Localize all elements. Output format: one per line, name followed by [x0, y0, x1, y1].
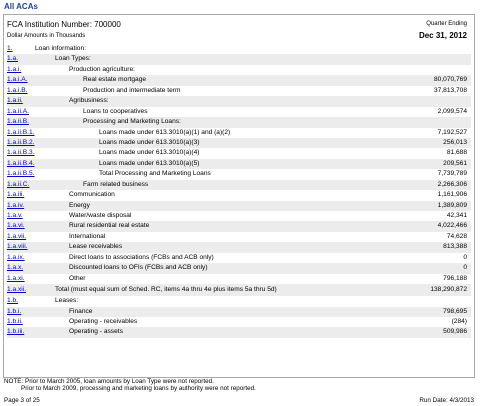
- table-row: [7, 54, 471, 64]
- table-row: [7, 307, 471, 317]
- item-code-link[interactable]: 1.a.viii.: [7, 243, 28, 251]
- item-label: Loan Types:: [55, 55, 91, 63]
- report-subheader: [7, 31, 471, 41]
- item-label: Direct loans to associations (FCBs and ACB only): [69, 253, 214, 261]
- run-date: Run Date: 4/3/2013: [419, 397, 474, 404]
- units-label: Dollar Amounts in Thousands: [7, 33, 86, 39]
- item-value: 0: [463, 253, 467, 261]
- table-row: [7, 274, 471, 284]
- item-code-link[interactable]: 1.b.i.: [7, 307, 22, 315]
- report-header: [7, 18, 471, 30]
- item-label: Water/waste disposal: [69, 212, 132, 219]
- note-line-1: NOTE: Prior to March 2005, loan amounts by Loan Type were not reported.: [4, 378, 214, 385]
- item-code-link[interactable]: 1.a.ix.: [7, 253, 25, 261]
- table-row: [7, 263, 471, 273]
- item-code-link[interactable]: 1.a.ii.B.3.: [7, 149, 35, 157]
- table-row: [7, 201, 471, 211]
- item-code-link[interactable]: 1.a.v.: [7, 212, 23, 219]
- item-code-link[interactable]: 1.a.vii.: [7, 232, 27, 240]
- item-code-link[interactable]: 1.a.x.: [7, 264, 24, 272]
- item-value: 138,290,872: [430, 286, 467, 294]
- table-row: [7, 138, 471, 148]
- item-value: 0: [463, 264, 467, 272]
- item-code-link[interactable]: 1.a.i.B.: [7, 86, 28, 94]
- item-code-link[interactable]: 1.a.i.A.: [7, 76, 28, 84]
- page-title[interactable]: All ACAs: [4, 2, 38, 11]
- item-value: 509,986: [443, 328, 467, 336]
- table-row: [7, 221, 471, 231]
- table-row: [7, 96, 471, 106]
- item-value: 798,695: [443, 307, 467, 315]
- table-row: [7, 65, 471, 75]
- item-label: Loans to cooperatives: [83, 107, 148, 115]
- note-line-2: Prior to March 2009, processing and marketing loans by authority were not reported.: [21, 385, 256, 392]
- item-label: Real estate mortgage: [83, 76, 147, 84]
- item-label: Lease receivables: [69, 243, 123, 251]
- item-label: Total Processing and Marketing Loans: [99, 170, 211, 178]
- item-label: Loans made under 613.3010(a)(5): [99, 159, 200, 167]
- item-label: Loan information:: [35, 45, 86, 52]
- item-code-link[interactable]: 1.a.: [7, 55, 18, 63]
- item-value: 209,561: [443, 159, 467, 167]
- item-value: 2,099,574: [437, 107, 467, 115]
- report-frame: [3, 14, 475, 378]
- item-code-link[interactable]: 1.a.xii.: [7, 286, 27, 294]
- item-label: Discounted loans to OFIs (FCBs and ACB only): [69, 264, 208, 272]
- loan-table: [7, 44, 471, 338]
- item-label: Leases:: [55, 297, 79, 305]
- item-value: 4,022,466: [437, 222, 467, 230]
- item-value: 2,266,306: [437, 180, 467, 188]
- item-code-link[interactable]: 1.: [7, 45, 13, 52]
- table-row: [7, 327, 471, 337]
- page-indicator: Page 3 of 25: [4, 397, 40, 404]
- item-value: 74,628: [446, 232, 467, 240]
- item-value: 80,070,769: [433, 76, 467, 84]
- item-code-link[interactable]: 1.a.ii.B.2.: [7, 138, 35, 146]
- item-value: 796,188: [443, 274, 467, 282]
- item-code-link[interactable]: 1.a.i.: [7, 65, 22, 73]
- table-row: [7, 190, 471, 200]
- item-code-link[interactable]: 1.a.ii.A.: [7, 107, 29, 115]
- table-row: [7, 159, 471, 169]
- period-label: Quarter Ending: [426, 21, 467, 27]
- period-date: Dec 31, 2012: [418, 31, 467, 40]
- item-code-link[interactable]: 1.b.iii.: [7, 328, 25, 336]
- table-row: [7, 117, 471, 127]
- item-label: International: [69, 232, 106, 240]
- item-code-link[interactable]: 1.a.xi.: [7, 274, 25, 282]
- table-row: [7, 296, 471, 306]
- item-code-link[interactable]: 1.a.iv.: [7, 201, 25, 209]
- item-value: 813,388: [443, 243, 467, 251]
- item-label: Other: [69, 274, 86, 282]
- report-footer: [4, 397, 474, 404]
- table-row: [7, 232, 471, 242]
- item-code-link[interactable]: 1.b.ii.: [7, 317, 23, 325]
- item-label: Total (must equal sum of Sched. RC, items 4a thru 4e plus items 5a thru 5d): [55, 286, 277, 294]
- item-code-link[interactable]: 1.a.ii.: [7, 97, 23, 105]
- report-note: [4, 378, 256, 392]
- item-label: Processing and Marketing Loans:: [83, 118, 181, 126]
- item-code-link[interactable]: 1.a.ii.B.: [7, 118, 29, 126]
- item-value: 1,389,809: [437, 201, 467, 209]
- item-label: Communication: [69, 191, 115, 199]
- item-label: Rural residential real estate: [69, 222, 150, 230]
- item-label: Finance: [69, 307, 93, 315]
- table-row: [7, 317, 471, 327]
- item-code-link[interactable]: 1.a.ii.B.1.: [7, 128, 35, 136]
- item-code-link[interactable]: 1.b.: [7, 297, 18, 305]
- table-row: [7, 169, 471, 179]
- table-row: [7, 44, 471, 54]
- item-code-link[interactable]: 1.a.iii.: [7, 191, 25, 199]
- table-row: [7, 128, 471, 138]
- item-code-link[interactable]: 1.a.ii.C.: [7, 180, 30, 188]
- table-row: [7, 86, 471, 96]
- table-row: [7, 75, 471, 85]
- item-value: (284): [451, 317, 467, 325]
- item-code-link[interactable]: 1.a.vi.: [7, 222, 25, 230]
- item-label: Farm related business: [83, 180, 149, 188]
- item-value: 37,813,708: [433, 86, 467, 94]
- table-row: [7, 107, 471, 117]
- item-label: Agribusiness:: [69, 97, 109, 105]
- item-value: 81,688: [446, 149, 467, 157]
- item-label: Loans made under 613.3010(a)(4): [99, 149, 200, 157]
- item-label: Loans made under 613.3010(a)(1) and (a)(2): [99, 128, 231, 136]
- item-value: 7,739,789: [437, 170, 467, 178]
- table-row: [7, 284, 471, 296]
- item-value: 42,341: [446, 212, 467, 219]
- item-value: 256,013: [443, 138, 467, 146]
- table-row: [7, 148, 471, 158]
- item-code-link[interactable]: 1.a.ii.B.4.: [7, 159, 35, 167]
- item-code-link[interactable]: 1.a.ii.B.5.: [7, 170, 35, 178]
- item-label: Loans made under 613.3010(a)(3): [99, 138, 200, 146]
- item-label: Production agriculture:: [69, 65, 135, 73]
- item-value: 1,161,906: [437, 191, 467, 199]
- item-label: Energy: [69, 201, 90, 209]
- item-label: Operating - receivables: [69, 317, 138, 325]
- item-label: Operating - assets: [69, 328, 123, 336]
- table-row: [7, 180, 471, 190]
- item-label: Production and intermediate term: [83, 86, 181, 94]
- item-value: 7,192,527: [437, 128, 467, 136]
- table-row: [7, 211, 471, 221]
- institution-number: FCA Institution Number: 700000: [7, 20, 121, 29]
- table-row: [7, 253, 471, 263]
- table-row: [7, 242, 471, 252]
